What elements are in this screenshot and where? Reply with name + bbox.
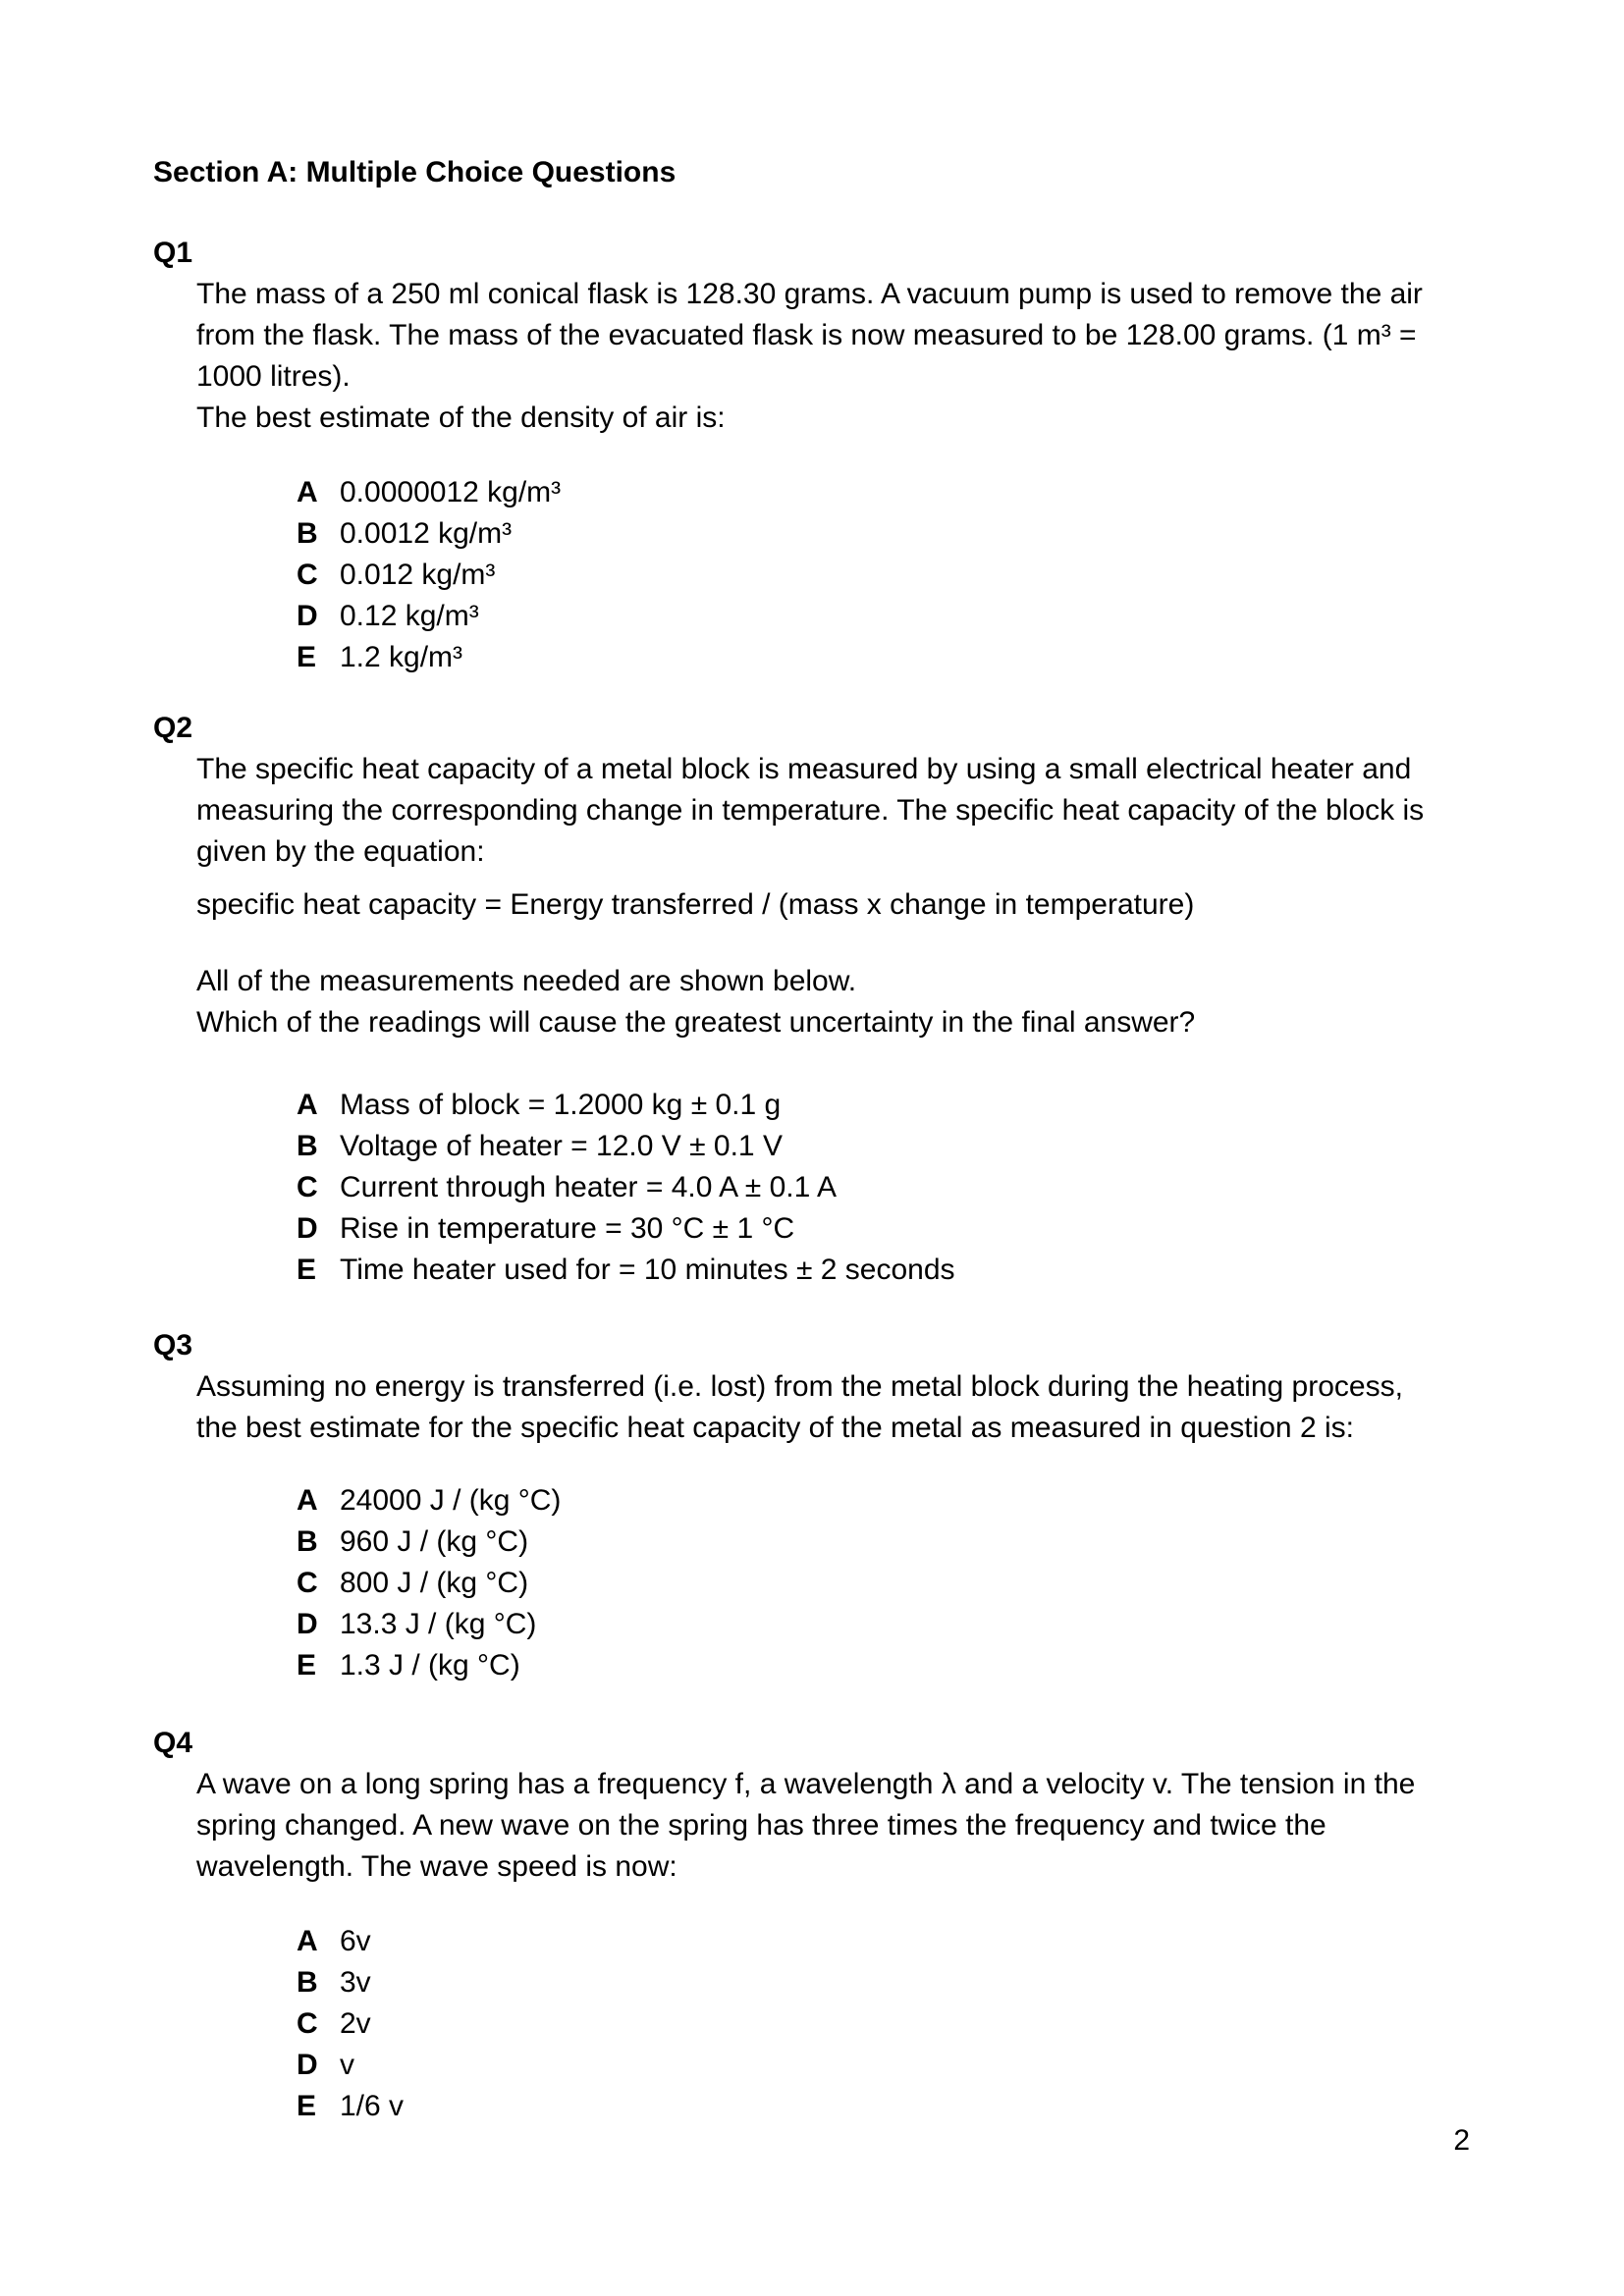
question-1-line: The best estimate of the density of air is: <box>196 401 726 434</box>
question-4-options <box>297 1921 1547 2127</box>
option-text: 0.0012 kg/m³ <box>340 517 513 550</box>
option-row <box>297 1250 1547 1291</box>
option-row <box>297 2003 1547 2045</box>
question-1 <box>153 233 1547 678</box>
option-row <box>297 2086 1547 2127</box>
option-text: 800 J / (kg °C) <box>340 1567 529 1599</box>
question-1-line: from the flask. The mass of the evacuated flask is now measured to be 128.00 grams. (1 m³ = <box>196 319 1417 351</box>
option-text: Current through heater = 4.0 A ± 0.1 A <box>340 1171 837 1203</box>
option-row <box>297 513 1547 555</box>
question-2 <box>153 708 1547 1291</box>
option-letter: C <box>297 1171 318 1203</box>
option-letter: A <box>297 476 318 508</box>
question-3-label: Q3 <box>153 1329 193 1362</box>
option-letter: E <box>297 1254 317 1286</box>
option-text: 960 J / (kg °C) <box>340 1525 529 1558</box>
question-4-label: Q4 <box>153 1727 193 1759</box>
question-2-line: The specific heat capacity of a metal block is measured by using a small electrical heater and <box>196 753 1412 785</box>
question-2-options <box>297 1085 1547 1291</box>
option-letter: D <box>297 2049 318 2081</box>
option-row <box>297 1480 1547 1522</box>
question-3-options <box>297 1480 1547 1686</box>
section-heading: Section A: Multiple Choice Questions <box>153 156 677 188</box>
option-text: Rise in temperature = 30 °C ± 1 °C <box>340 1212 795 1245</box>
question-1-options <box>297 472 1547 678</box>
question-1-line: The mass of a 250 ml conical flask is 128.30 grams. A vacuum pump is used to remove the air <box>196 278 1423 310</box>
option-text: 24000 J / (kg °C) <box>340 1484 562 1517</box>
option-letter: D <box>297 1608 318 1640</box>
option-letter: C <box>297 2007 318 2040</box>
option-text: Mass of block = 1.2000 kg ± 0.1 g <box>340 1089 782 1121</box>
option-letter: E <box>297 2090 317 2122</box>
option-row <box>297 472 1547 513</box>
option-text: 6v <box>340 1925 371 1957</box>
option-row <box>297 1645 1547 1686</box>
option-text: 0.012 kg/m³ <box>340 559 496 591</box>
question-2-equation: specific heat capacity = Energy transferred / (mass x change in temperature) <box>196 888 1195 921</box>
option-letter: B <box>297 1525 318 1558</box>
option-letter: E <box>297 641 317 673</box>
option-text: 0.12 kg/m³ <box>340 600 479 632</box>
option-text: 13.3 J / (kg °C) <box>340 1608 537 1640</box>
option-row <box>297 1208 1547 1250</box>
option-text: 1.2 kg/m³ <box>340 641 463 673</box>
question-2-line: given by the equation: <box>196 835 485 868</box>
question-1-body <box>196 274 1547 678</box>
question-4-line: spring changed. A new wave on the spring has three times the frequency and twice the <box>196 1809 1326 1842</box>
option-row <box>297 1085 1547 1126</box>
option-letter: E <box>297 1649 317 1682</box>
option-letter: D <box>297 600 318 632</box>
option-text: 0.0000012 kg/m³ <box>340 476 562 508</box>
option-row <box>297 2045 1547 2086</box>
question-4-line: A wave on a long spring has a frequency f, a wavelength λ and a velocity v. The tension in the <box>196 1768 1416 1800</box>
option-row <box>297 1522 1547 1563</box>
option-letter: A <box>297 1484 318 1517</box>
option-row <box>297 1167 1547 1208</box>
option-letter: B <box>297 1130 318 1162</box>
option-letter: A <box>297 1089 318 1121</box>
option-letter: B <box>297 1966 318 1999</box>
option-text: 1.3 J / (kg °C) <box>340 1649 520 1682</box>
question-4-line: wavelength. The wave speed is now: <box>196 1850 677 1883</box>
question-4-body <box>196 1764 1547 2127</box>
question-3-body <box>196 1366 1547 1686</box>
option-row <box>297 1563 1547 1604</box>
option-letter: B <box>297 517 318 550</box>
question-2-line: measuring the corresponding change in temperature. The specific heat capacity of the block is <box>196 794 1425 827</box>
page-content <box>153 152 1547 2127</box>
question-3-line: Assuming no energy is transferred (i.e. lost) from the metal block during the heating process, <box>196 1370 1403 1403</box>
option-row <box>297 1921 1547 1962</box>
page-number: 2 <box>1453 2124 1470 2157</box>
option-letter: A <box>297 1925 318 1957</box>
option-row <box>297 1126 1547 1167</box>
question-3-line: the best estimate for the specific heat capacity of the metal as measured in question 2 is: <box>196 1412 1354 1444</box>
option-text: v <box>340 2049 354 2081</box>
option-letter: C <box>297 1567 318 1599</box>
option-text: 1/6 v <box>340 2090 405 2122</box>
question-2-line: Which of the readings will cause the greatest uncertainty in the final answer? <box>196 1006 1196 1039</box>
question-2-body <box>196 749 1547 1291</box>
option-row <box>297 555 1547 596</box>
question-4 <box>153 1723 1547 2127</box>
option-text: 2v <box>340 2007 371 2040</box>
option-row <box>297 1962 1547 2003</box>
option-text: 3v <box>340 1966 371 1999</box>
question-2-label: Q2 <box>153 712 193 744</box>
option-letter: C <box>297 559 318 591</box>
option-row <box>297 1604 1547 1645</box>
option-text: Time heater used for = 10 minutes ± 2 seconds <box>340 1254 955 1286</box>
option-row <box>297 637 1547 678</box>
question-3 <box>153 1325 1547 1686</box>
option-letter: D <box>297 1212 318 1245</box>
option-row <box>297 596 1547 637</box>
question-1-label: Q1 <box>153 237 193 269</box>
question-1-line: 1000 litres). <box>196 360 351 393</box>
option-text: Voltage of heater = 12.0 V ± 0.1 V <box>340 1130 783 1162</box>
question-2-line: All of the measurements needed are shown below. <box>196 965 857 997</box>
